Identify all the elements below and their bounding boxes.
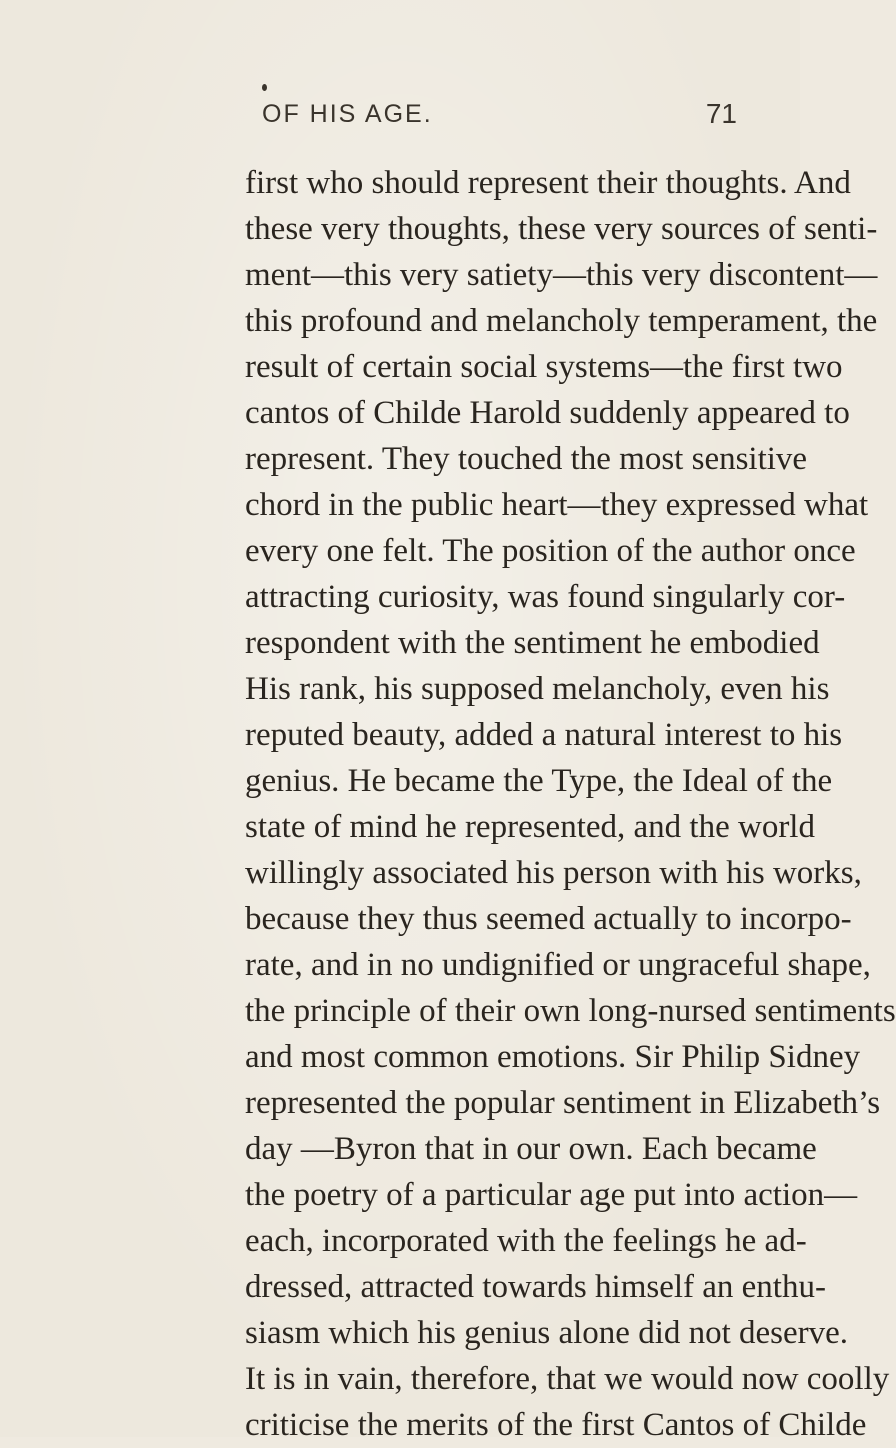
text-line: attracting curiosity, was found singularly cor- bbox=[245, 579, 846, 615]
text-line: criticise the merits of the first Cantos of Childe bbox=[245, 1407, 867, 1443]
text-line: dressed, attracted towards himself an enthu- bbox=[245, 1269, 826, 1305]
text-line: His rank, his supposed melancholy, even his bbox=[245, 671, 830, 707]
text-line: cantos of Childe Harold suddenly appeared to bbox=[245, 395, 850, 431]
text-line: reputed beauty, added a natural interest to his bbox=[245, 717, 843, 753]
text-line: represent. They touched the most sensitive bbox=[245, 441, 808, 477]
text-line: every one felt. The position of the author once bbox=[245, 533, 856, 569]
text-line: respondent with the sentiment he embodied bbox=[245, 625, 820, 661]
text-line: siasm which his genius alone did not deserve. bbox=[245, 1315, 849, 1351]
text-line: willingly associated his person with his works, bbox=[245, 855, 862, 891]
text-line: the poetry of a particular age put into action— bbox=[245, 1177, 858, 1213]
text-line: and most common emotions. Sir Philip Sidney bbox=[245, 1039, 861, 1075]
text-line: day —Byron that in our own. Each became bbox=[245, 1131, 817, 1167]
text-line: because they thus seemed actually to incorpo- bbox=[245, 901, 852, 937]
text-line: first who should represent their thoughts. And bbox=[245, 165, 851, 201]
running-title: OF HIS AGE. bbox=[262, 100, 433, 128]
text-line: chord in the public heart—they expressed what bbox=[245, 487, 869, 523]
text-line: these very thoughts, these very sources of senti- bbox=[245, 211, 878, 247]
ink-speck bbox=[262, 84, 267, 91]
text-line: the principle of their own long-nursed sentiments bbox=[245, 993, 896, 1029]
text-line: this profound and melancholy temperament, the bbox=[245, 303, 878, 339]
page-number: 71 bbox=[705, 98, 737, 129]
text-line: result of certain social systems—the first two bbox=[245, 349, 843, 385]
text-line: It is in vain, therefore, that we would now coolly bbox=[245, 1361, 890, 1397]
text-line: state of mind he represented, and the world bbox=[245, 809, 815, 845]
running-head bbox=[262, 100, 737, 136]
text-line: represented the popular sentiment in Elizabeth’s bbox=[245, 1085, 881, 1121]
text-line: genius. He became the Type, the Ideal of the bbox=[245, 763, 833, 799]
text-line: each, incorporated with the feelings he ad- bbox=[245, 1223, 807, 1259]
text-line: ment—this very satiety—this very discontent— bbox=[245, 257, 878, 293]
text-line: rate, and in no undignified or ungraceful shape, bbox=[245, 947, 871, 983]
